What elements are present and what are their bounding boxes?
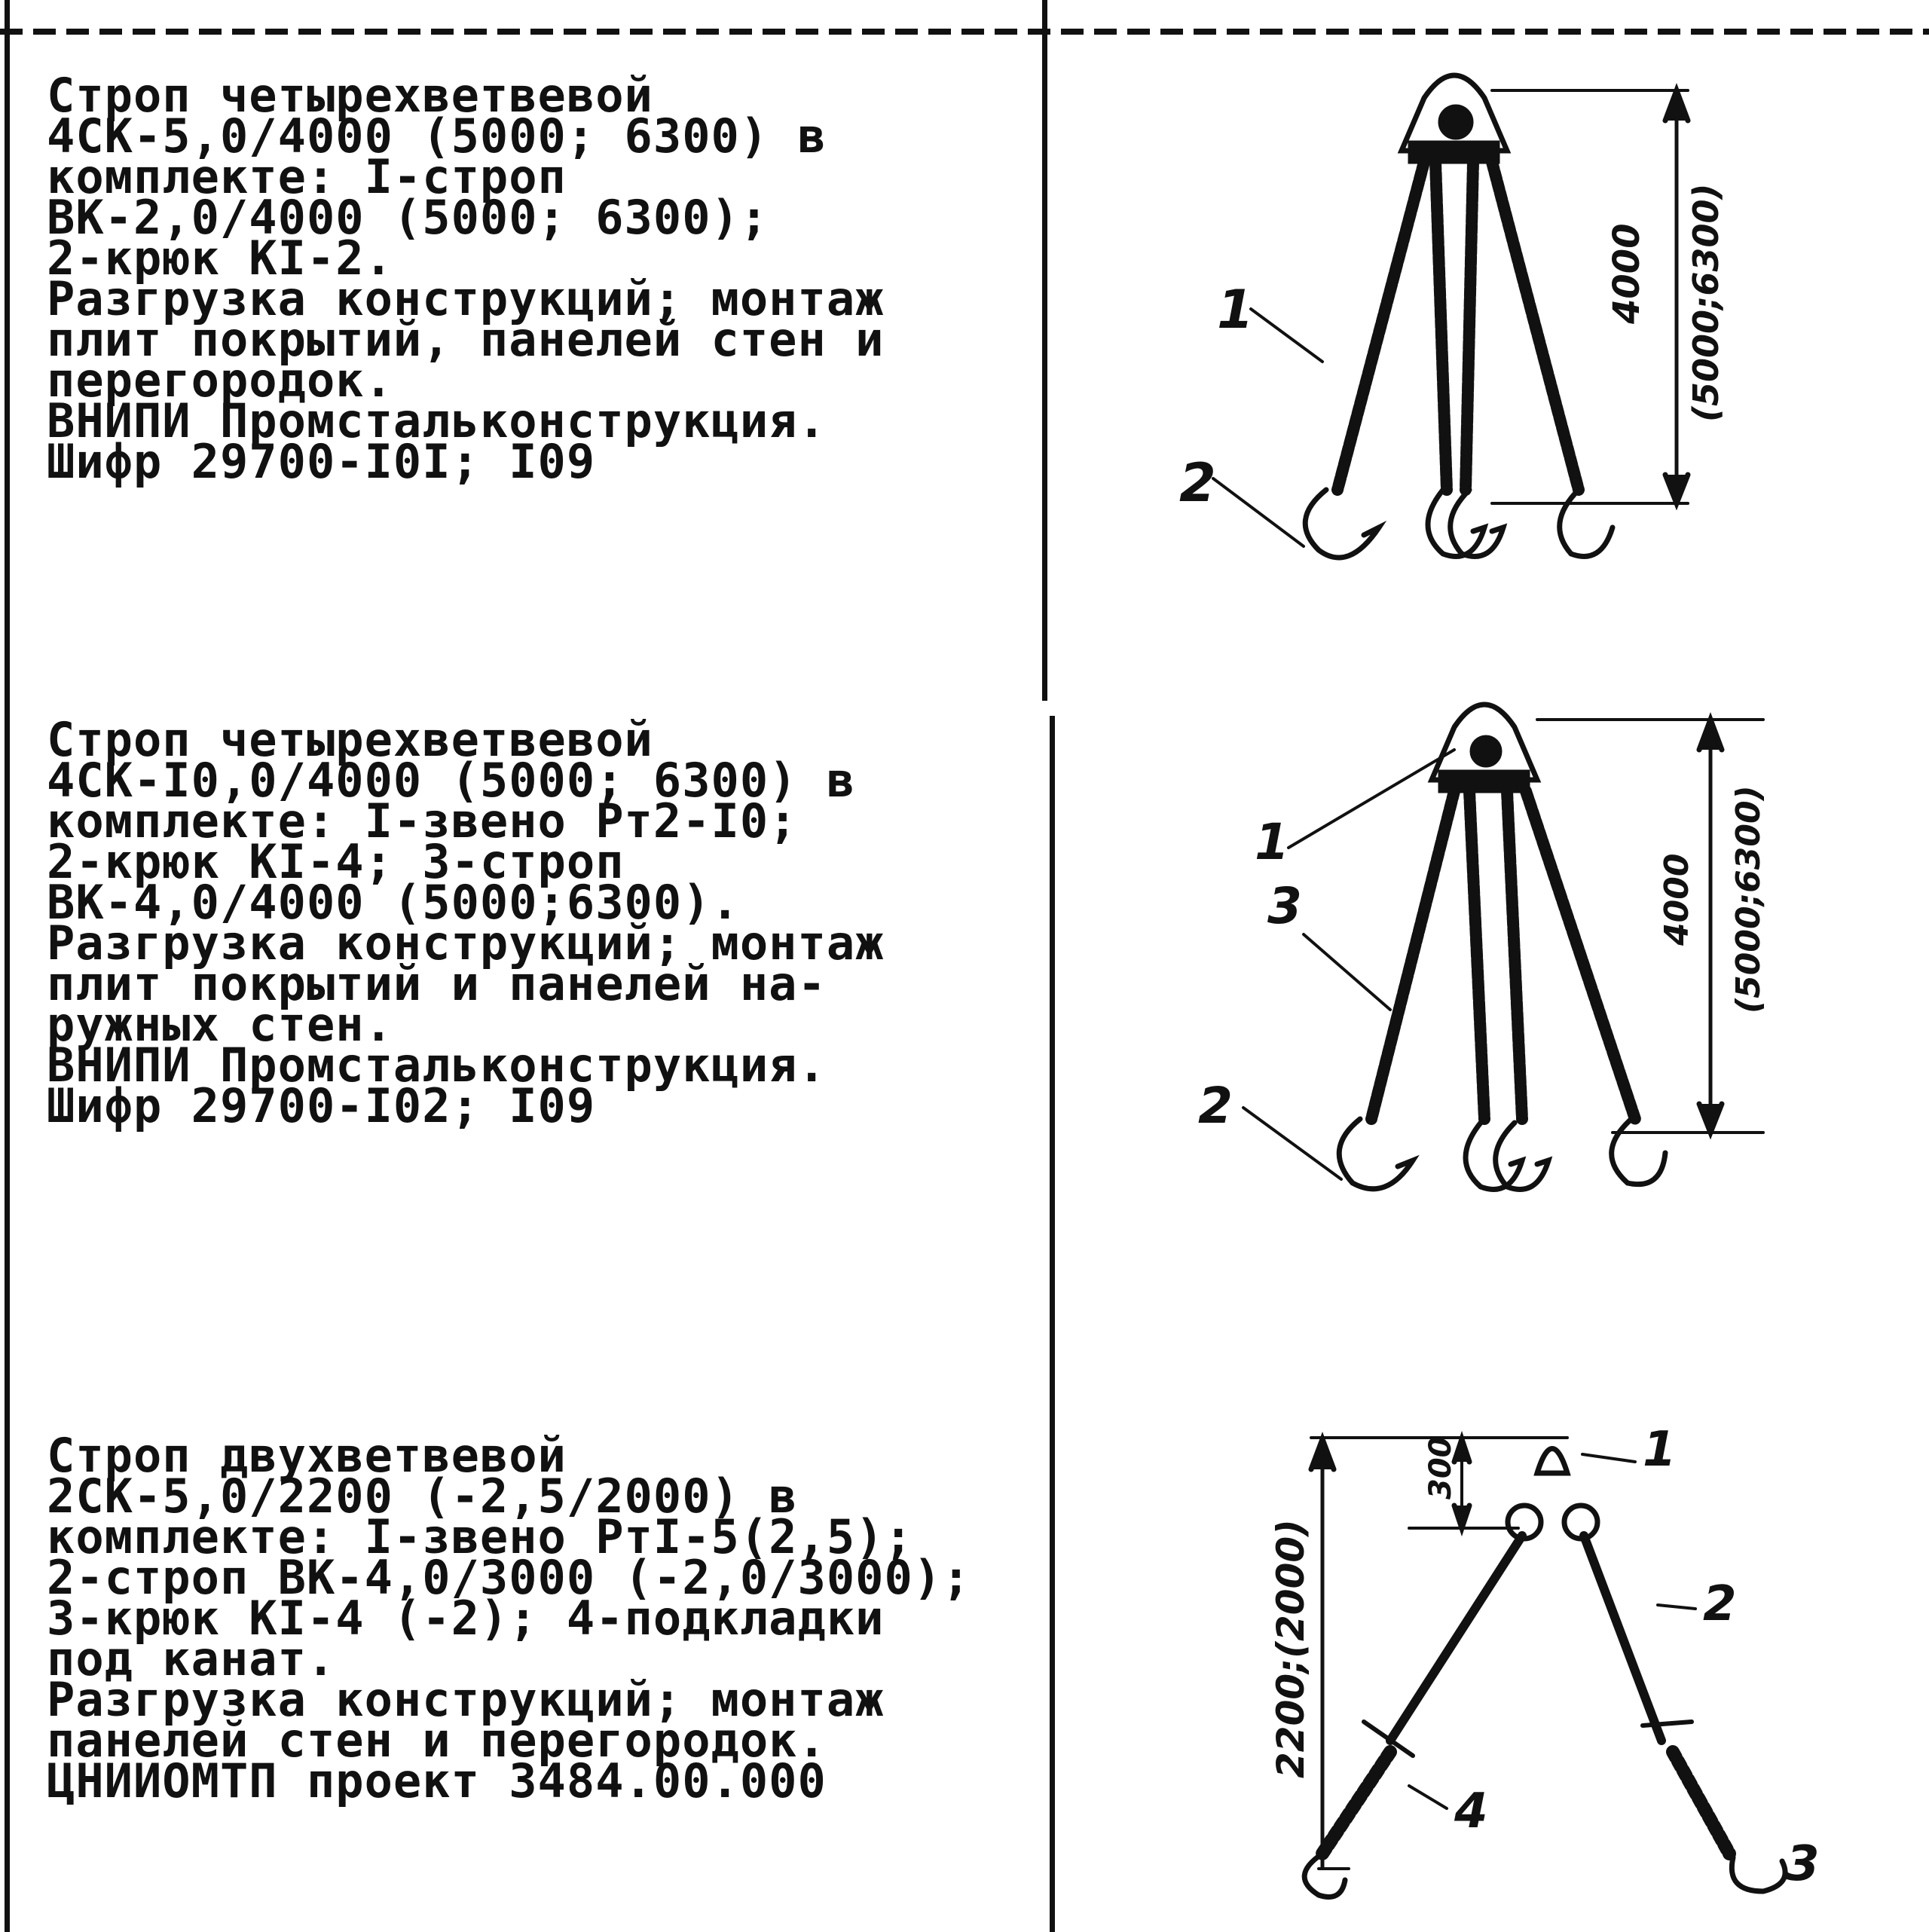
entry-2-line-9: ВНИПИ Промстальконструкция. — [47, 1038, 827, 1093]
entry-2-description — [47, 712, 1026, 1133]
entry-1-line-5: 2-крюк КI-2. — [47, 231, 393, 286]
left-border — [5, 0, 10, 1932]
entry-2-line-10: Шифр 29700-I02; I09 — [47, 1078, 596, 1133]
figure-3-callout-2: 2 — [1703, 1576, 1737, 1632]
entry-1-line-3: комплекте: I-строп — [47, 149, 567, 204]
entry-1-line-10: Шифр 29700-I0I; I09 — [47, 434, 596, 489]
figure-3-dim-small: 300 — [1423, 1436, 1458, 1499]
entry-3-line-1: Строп двухветвевой — [47, 1428, 567, 1483]
figure-2-dim-alt: (5000;6300) — [1729, 785, 1768, 1013]
figure-2-dim-main: 4000 — [1658, 853, 1696, 946]
figure-2-drawing — [1198, 697, 1808, 1240]
entry-1-line-9: ВНИПИ Промстальконструкция. — [47, 393, 827, 448]
entry-1-description — [47, 68, 1026, 489]
entry-1-line-4: ВК-2,0/4000 (5000; 6300); — [47, 190, 769, 245]
entry-3-line-3: комплекте: I-звено РтI-5(2,5); — [47, 1509, 913, 1564]
entry-1-line-2: 4СК-5,0/4000 (5000; 6300) в — [47, 109, 827, 164]
entry-3-line-8: панелей стен и перегородок. — [47, 1713, 827, 1768]
figure-2-callout-2: 2 — [1198, 1077, 1233, 1135]
figure-2-four-leg-sling — [1198, 697, 1808, 1240]
entry-3-line-2: 2СК-5,0/2200 (-2,5/2000) в — [47, 1469, 798, 1524]
figure-3-dim-main: 2200;(2000) — [1269, 1518, 1313, 1778]
figure-1-drawing — [1175, 68, 1778, 610]
figure-3-callout-4: 4 — [1454, 1784, 1488, 1839]
entry-2-line-4: 2-крюк КI-4; 3-строп — [47, 834, 625, 889]
entry-1-line-1: Строп четырехветвевой — [47, 68, 653, 123]
figure-3-callout-1: 1 — [1643, 1422, 1677, 1478]
entry-3-line-9: ЦНИИОМТП проект 3484.00.000 — [47, 1753, 827, 1808]
column-divider-bottom — [1050, 716, 1055, 1932]
entry-2-line-7: плит покрытий и панелей на- — [47, 956, 827, 1011]
entry-1-line-8: перегородок. — [47, 353, 393, 408]
entry-1-line-7: плит покрытий, панелей стен и — [47, 312, 885, 367]
entry-2-line-3: комплекте: I-звено Рт2-I0; — [47, 793, 798, 848]
figure-3-drawing — [1236, 1417, 1899, 1892]
entry-2-line-2: 4СК-I0,0/4000 (5000; 6300) в — [47, 753, 856, 808]
column-divider-top — [1042, 0, 1047, 701]
entry-3-line-6: под канат. — [47, 1631, 336, 1686]
figure-1-four-leg-sling — [1175, 68, 1778, 610]
entry-2-line-1: Строп четырехветвевой — [47, 712, 653, 767]
figure-2-callout-3: 3 — [1267, 877, 1302, 935]
entry-3-line-4: 2-строп ВК-4,0/3000 (-2,0/3000); — [47, 1550, 971, 1605]
figure-1-dim-alt: (5000;6300) — [1686, 183, 1726, 422]
entry-3-line-5: 3-крюк КI-4 (-2); 4-подкладки — [47, 1591, 885, 1646]
entry-2-line-8: ружных стен. — [47, 997, 393, 1052]
header-dashed-rule — [0, 29, 1929, 35]
figure-1-callout-2: 2 — [1179, 452, 1216, 514]
figure-3-callout-3: 3 — [1786, 1836, 1820, 1892]
entry-3-line-7: Разгрузка конструкций; монтаж — [47, 1672, 885, 1727]
entry-2-line-5: ВК-4,0/4000 (5000;6300). — [47, 875, 740, 930]
figure-1-dim-main: 4000 — [1606, 223, 1648, 324]
entry-3-description — [47, 1428, 1026, 1808]
figure-1-callout-1: 1 — [1217, 279, 1254, 341]
figure-2-callout-1: 1 — [1255, 813, 1289, 871]
figure-3-two-leg-sling — [1236, 1417, 1899, 1892]
entry-2-line-6: Разгрузка конструкций; монтаж — [47, 916, 885, 971]
entry-1-line-6: Разгрузка конструкций; монтаж — [47, 271, 885, 326]
